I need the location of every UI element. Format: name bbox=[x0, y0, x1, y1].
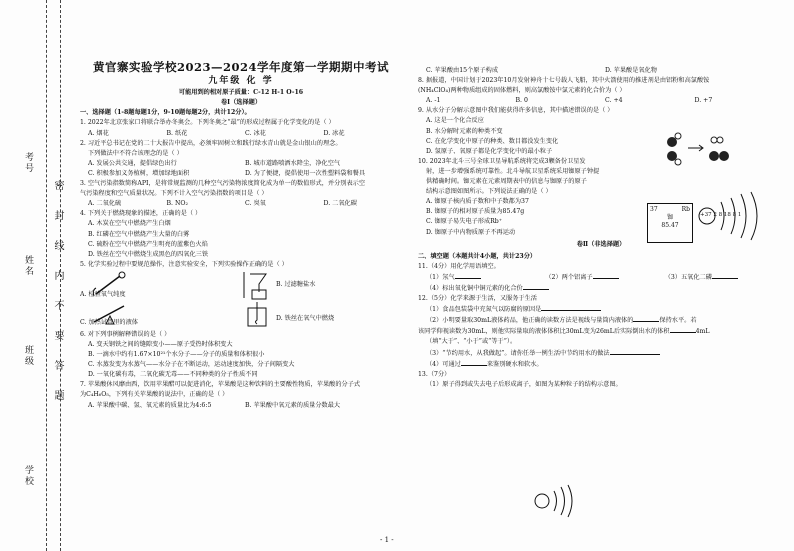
question-3-cont: 气污染程度和空气质量状况。下列不计入空气污染指数的项目是（ ） bbox=[80, 190, 268, 198]
option: C. 冰花 bbox=[245, 129, 266, 137]
exam-title: 黄官寨实验学校2023—2024学年度第一学期期中考试 bbox=[92, 60, 389, 74]
option: B. 城市道路喷洒水降尘，净化空气 bbox=[245, 159, 341, 167]
fill-item: （4）标出氧化铜中铜元素的化合价 bbox=[426, 284, 523, 292]
option: D. 二氧化碳 bbox=[323, 200, 357, 208]
label-class: 班级 bbox=[23, 345, 33, 367]
water-decomposition-diagram bbox=[662, 130, 742, 166]
option: C. 加热试管里的液体 bbox=[80, 318, 138, 326]
answer-blank[interactable] bbox=[712, 272, 738, 279]
answer-blank[interactable] bbox=[633, 315, 659, 322]
atomic-number: 37 bbox=[650, 206, 658, 213]
question-11: 11.（4分）用化学用语填空。 bbox=[418, 262, 500, 270]
exam-subtitle: 九年级 化 学 bbox=[208, 76, 274, 87]
seal-char: 答 bbox=[52, 360, 63, 372]
option: A. 烟花 bbox=[88, 129, 109, 137]
option: D. 氢原子、氧原子都是化学变化中的最小粒子 bbox=[426, 147, 553, 155]
page-number: - 1 - bbox=[380, 536, 394, 544]
label-exam-number: 考号 bbox=[23, 152, 33, 174]
option: B. 红磷在空气中燃烧产生大量的白雾 bbox=[88, 230, 190, 238]
section-two-heading: 二、填空题（本题共计4小题，共计23分） bbox=[418, 252, 537, 260]
question-7-options-cont bbox=[418, 66, 784, 76]
label-name: 姓名 bbox=[23, 255, 33, 277]
question-2: 2. 习近平总书记在党的二十大报告中提出，必须牢固树立和践行绿水青山就是金山银山的理念。 bbox=[80, 139, 342, 147]
option: D. 铷原子中内物质原子不再运动 bbox=[426, 228, 516, 236]
option: C. 积极参加义务植树，增加绿地面积 bbox=[88, 169, 190, 177]
seal-char: 内 bbox=[52, 270, 63, 282]
option: A. 这是一个化合反应 bbox=[426, 117, 484, 125]
option: C. +4 bbox=[605, 97, 623, 105]
question-5: 5. 化学实验过程中要规范操作，注意实验安全，下列实验操作正确的是（ ） bbox=[80, 260, 288, 268]
atomic-mass: 85.47 bbox=[661, 222, 679, 229]
fill-item: 该同学仰视读数为30mL，则他实际量取的液体体积比30mL bbox=[418, 328, 584, 336]
fill-item: 变为26mL后实际倒出水的体积 bbox=[583, 328, 670, 336]
question-11-items bbox=[418, 272, 784, 283]
fill-item: （1）食品包装袋中充氮气以防腐的原因是 bbox=[426, 306, 542, 314]
question-6: 6. 对下列事例解释错误的是（ ） bbox=[80, 330, 171, 338]
option: D. 为了便捷，提倡使用一次性塑料袋和餐具 bbox=[245, 169, 366, 177]
question-2-cont: 下列做法中不符合该理念的是（ ） bbox=[88, 149, 183, 157]
answer-blank[interactable] bbox=[610, 348, 660, 355]
question-13-part-1: （1）原子得到或失去电子后形成离子，如图为某种粒子的结构示意图。 bbox=[426, 380, 622, 388]
question-8-cont: (NH₄ClO₄)两种物质组成的固体燃料，则高氯酸铵中氯元素的化合价为（ ） bbox=[418, 87, 626, 95]
option: B. 水分解时元素的种类不变 bbox=[426, 127, 503, 135]
seal-line bbox=[46, 0, 47, 551]
element-symbol: Rb bbox=[681, 206, 690, 213]
option: C. 硫粉在空气中燃烧产生明亮的蓝紫色火焰 bbox=[88, 240, 208, 248]
element-name: 铷 bbox=[666, 214, 673, 221]
question-7-options bbox=[80, 401, 402, 411]
fill-item: （3）“节约用水，从我做起”。请你任举一例生活中节约用水的做法 bbox=[426, 349, 610, 357]
answer-blank[interactable] bbox=[455, 272, 481, 279]
question-1: 1. 2022年北京张家口将联合举办冬奥会。下列冬奥之“最”的形成过程属于化学变化的是（ ） bbox=[80, 119, 335, 127]
option: D. 铁丝在氧气中燃烧 bbox=[276, 314, 335, 322]
question-10-cont: 供精确时间。铷元素在元素周期表中的信息与铷原子的原子 bbox=[426, 178, 587, 186]
question-1-options bbox=[80, 129, 402, 139]
atomic-masses: 可能用到的相对原子质量：C-12 H-1 O-16 bbox=[178, 89, 304, 97]
option: B. 铷原子的相对原子质量为85.47g bbox=[426, 208, 525, 216]
option: A. 木炭在空气中燃烧产生白烟 bbox=[88, 220, 171, 228]
option: D. 一氧化碳有毒，二氧化碳无毒——不同种类的分子性质不同 bbox=[88, 371, 258, 379]
seal-char: 线 bbox=[52, 240, 63, 252]
seal-char: 不 bbox=[52, 300, 63, 312]
question-10-cont: 射，进一步增强系统可靠性。北斗导航卫星系统采用铷原子钟提 bbox=[426, 167, 600, 175]
label-school: 学校 bbox=[23, 465, 33, 487]
question-7: 7. 苹果酸休风靡由西，饮用苹果醋可以促进消化，苹果酸是这种饮料的主要酸性物质，苹果酸的分子式 bbox=[80, 381, 361, 389]
question-9: 9. 从水分子分解示意图中我们能获得许多信息，其中描述错误的是（ ） bbox=[418, 107, 614, 115]
volume-one-heading: 卷Ⅰ（选择题） bbox=[220, 99, 262, 107]
option: B. NO₂ bbox=[166, 200, 188, 208]
option: B. 苹果酸中氧元素的质量分数最大 bbox=[245, 401, 341, 409]
option: C. 臭氧 bbox=[245, 200, 266, 208]
filter-funnel-icon bbox=[240, 270, 276, 300]
question-13: 13.（7分） bbox=[418, 370, 451, 378]
seal-char: 密 bbox=[52, 180, 63, 192]
question-7-cont: 为C₄H₆O₅，下列有关苹果酸的说法中，正确的是（ ） bbox=[80, 391, 229, 399]
left-column bbox=[80, 62, 402, 411]
rubidium-element-card bbox=[647, 203, 693, 243]
iron-wire-flask-icon bbox=[240, 300, 276, 328]
particle-structure-diagram bbox=[530, 484, 580, 518]
option: A. 苹果酸中碳、氢、氧元素的质量比为4:6:5 bbox=[88, 401, 212, 409]
seal-char: 要 bbox=[52, 330, 63, 342]
fill-item: （4）可通过 bbox=[426, 360, 461, 368]
option: D. 冰花 bbox=[323, 129, 345, 137]
question-10: 10. 2023年北斗三号全球卫星导航系统将完成3颗备份卫星发 bbox=[418, 157, 586, 165]
question-12: 12.（5分）化学来源于生活，又服务于生活 bbox=[418, 295, 537, 303]
fill-item: （填“大于”、“小于”或“等于”）。 bbox=[426, 338, 517, 346]
option: A. 二氧化硫 bbox=[88, 200, 122, 208]
answer-blank[interactable] bbox=[523, 283, 549, 290]
option: C. 铷原子易失电子形成Rb⁺ bbox=[426, 218, 503, 226]
question-5-figures bbox=[80, 270, 402, 330]
binding-margin bbox=[0, 0, 70, 551]
option: A. 检验氧气纯度 bbox=[80, 290, 126, 298]
option: D. 苹果酸是氧化物 bbox=[605, 67, 657, 74]
question-3: 3. 空气污染指数简称API，是将常规监测的几种空气污染物浓度简化成为单一的数值形式，并分别表示空 bbox=[80, 180, 366, 188]
seal-char: 封 bbox=[52, 210, 63, 222]
question-8: 8. 据报道，中国计划于2023年10月发射神舟十七号载人飞船，其中火箭使用的推进剂是由铝粉和高氯酸铵 bbox=[418, 77, 710, 85]
fill-item: 来鉴别硬水和软水。 bbox=[486, 360, 543, 368]
question-8-options bbox=[418, 96, 784, 106]
fill-item: 4mL bbox=[695, 328, 710, 336]
fill-item: （2）两个铝离子 bbox=[545, 273, 593, 281]
question-3-options bbox=[80, 199, 402, 209]
option: B. 一滴水中约有1.67×10²¹个水分子——分子的质量和体积很小 bbox=[88, 351, 265, 359]
answer-blank[interactable] bbox=[593, 272, 619, 279]
volume-two-heading: 卷Ⅱ（非选择题） bbox=[576, 240, 626, 248]
answer-blank[interactable] bbox=[461, 359, 487, 366]
seal-char: 题 bbox=[52, 390, 63, 402]
fill-item: （3）五氧化二磷 bbox=[664, 273, 712, 281]
question-2-options bbox=[80, 159, 402, 169]
section-one-heading: 一、选择题（1-8题每题1分，9-10题每题2分，共计12分）。 bbox=[80, 109, 251, 117]
option: C. 苹果酸由15个原子构成 bbox=[426, 67, 499, 74]
option: A. 铷原子核内质子数和中子数都为37 bbox=[426, 198, 529, 206]
option: A. 发展公共交通，提倡绿色出行 bbox=[88, 159, 177, 167]
option: B. 过滤糖盐水 bbox=[276, 280, 316, 288]
option: A. -1 bbox=[426, 97, 441, 105]
shell-numbers: +37 2 8 18 8 1 bbox=[700, 212, 742, 218]
fill-item: 保持水平。若 bbox=[659, 317, 697, 325]
option: B. 0 bbox=[515, 97, 528, 105]
question-2-options bbox=[80, 169, 402, 179]
option: D. +7 bbox=[694, 97, 713, 105]
answer-blank[interactable] bbox=[541, 304, 601, 311]
option: C. 在化学变化中原子的种类、数目都没发生变化 bbox=[426, 137, 559, 145]
option: D. 铁丝在空气中燃烧生成黑色的四氧化三铁 bbox=[88, 250, 209, 258]
answer-blank[interactable] bbox=[670, 326, 696, 333]
option: B. 纸花 bbox=[166, 129, 188, 137]
option: A. 变天钢铁之间的缝隙变小——原子受热时体积变大 bbox=[88, 340, 233, 348]
question-4: 4. 下列关于燃烧现象的描述，正确的是（ ） bbox=[80, 210, 202, 218]
fill-item: （2）小明要量取30mL液体药品，他正确的读数方法是视线与量筒内液体的 bbox=[426, 317, 634, 325]
fill-item: （1）氖气 bbox=[426, 273, 455, 281]
option: C. 水蒸发变为水蒸气——水分子在不断运动，运动速度加快，分子间隔变大 bbox=[88, 361, 295, 369]
question-10-cont: 结构示意图如图所示。下列说法正确的是（ ） bbox=[426, 188, 552, 196]
